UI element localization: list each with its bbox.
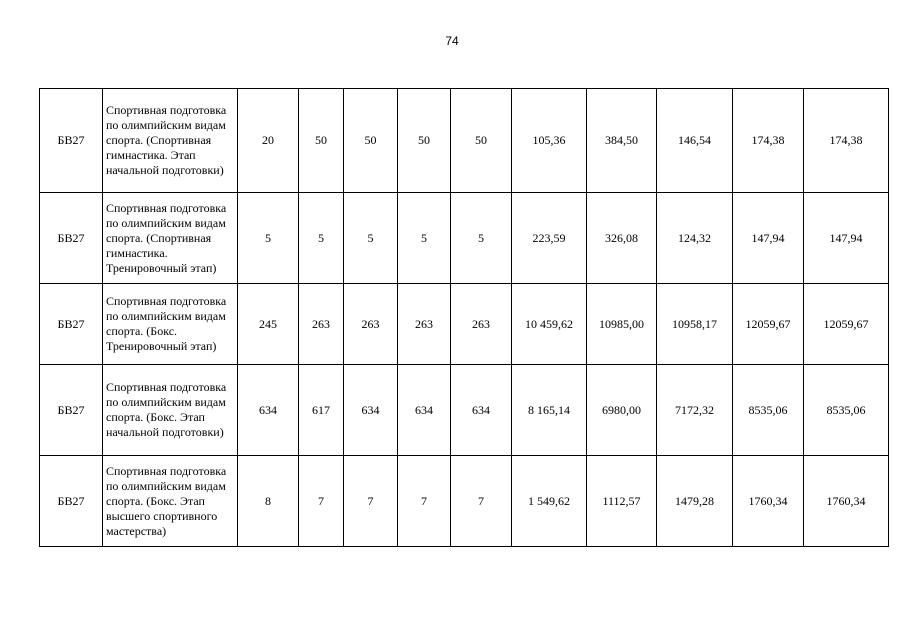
row-value: 634: [398, 365, 451, 456]
row-description: Спортивная подготовка по олимпийским видам спорта. (Бокс. Этап высшего спортивного мастерства): [103, 456, 238, 547]
row-code: БВ27: [40, 284, 103, 365]
row-value: 7: [344, 456, 398, 547]
row-value: 8535,06: [733, 365, 804, 456]
row-value: 146,54: [657, 89, 733, 193]
row-value: 10958,17: [657, 284, 733, 365]
row-value: 7: [299, 456, 344, 547]
page-number: 74: [445, 34, 459, 48]
row-value: 1760,34: [804, 456, 889, 547]
row-value: 10985,00: [587, 284, 657, 365]
table-row: [40, 284, 889, 365]
row-description: Спортивная подготовка по олимпийским видам спорта. (Бокс. Этап начальной подготовки): [103, 365, 238, 456]
row-value: 263: [398, 284, 451, 365]
table-body: [40, 89, 889, 547]
row-code: БВ27: [40, 89, 103, 193]
row-code: БВ27: [40, 193, 103, 284]
row-description: Спортивная подготовка по олимпийским видам спорта. (Спортивная гимнастика. Тренировочный этап): [103, 193, 238, 284]
row-value: 12059,67: [804, 284, 889, 365]
row-value: 7172,32: [657, 365, 733, 456]
row-value: 1 549,62: [512, 456, 587, 547]
row-value: 263: [451, 284, 512, 365]
row-value: 384,50: [587, 89, 657, 193]
row-value: 634: [344, 365, 398, 456]
row-code: БВ27: [40, 456, 103, 547]
row-value: 263: [299, 284, 344, 365]
row-value: 6980,00: [587, 365, 657, 456]
row-value: 8535,06: [804, 365, 889, 456]
row-value: 5: [398, 193, 451, 284]
row-value: 1760,34: [733, 456, 804, 547]
row-value: 50: [299, 89, 344, 193]
row-value: 223,59: [512, 193, 587, 284]
row-value: 147,94: [804, 193, 889, 284]
row-value: 617: [299, 365, 344, 456]
row-value: 634: [238, 365, 299, 456]
row-value: 634: [451, 365, 512, 456]
row-value: 8: [238, 456, 299, 547]
row-description: Спортивная подготовка по олимпийским видам спорта. (Спортивная гимнастика. Этап начальной подготовки): [103, 89, 238, 193]
table-row: [40, 456, 889, 547]
row-value: 147,94: [733, 193, 804, 284]
row-value: 50: [344, 89, 398, 193]
row-value: 174,38: [733, 89, 804, 193]
row-value: 1112,57: [587, 456, 657, 547]
row-value: 8 165,14: [512, 365, 587, 456]
row-value: 105,36: [512, 89, 587, 193]
row-value: 7: [451, 456, 512, 547]
row-code: БВ27: [40, 365, 103, 456]
row-value: 7: [398, 456, 451, 547]
row-value: 245: [238, 284, 299, 365]
table-row: [40, 365, 889, 456]
row-value: 50: [451, 89, 512, 193]
row-value: 124,32: [657, 193, 733, 284]
table-row: [40, 89, 889, 193]
row-value: 20: [238, 89, 299, 193]
row-description: Спортивная подготовка по олимпийским видам спорта. (Бокс. Тренировочный этап): [103, 284, 238, 365]
row-value: 5: [299, 193, 344, 284]
row-value: 50: [398, 89, 451, 193]
data-table: [39, 88, 889, 547]
row-value: 326,08: [587, 193, 657, 284]
row-value: 5: [344, 193, 398, 284]
row-value: 263: [344, 284, 398, 365]
row-value: 12059,67: [733, 284, 804, 365]
row-value: 5: [238, 193, 299, 284]
row-value: 10 459,62: [512, 284, 587, 365]
table-row: [40, 193, 889, 284]
row-value: 174,38: [804, 89, 889, 193]
row-value: 5: [451, 193, 512, 284]
row-value: 1479,28: [657, 456, 733, 547]
